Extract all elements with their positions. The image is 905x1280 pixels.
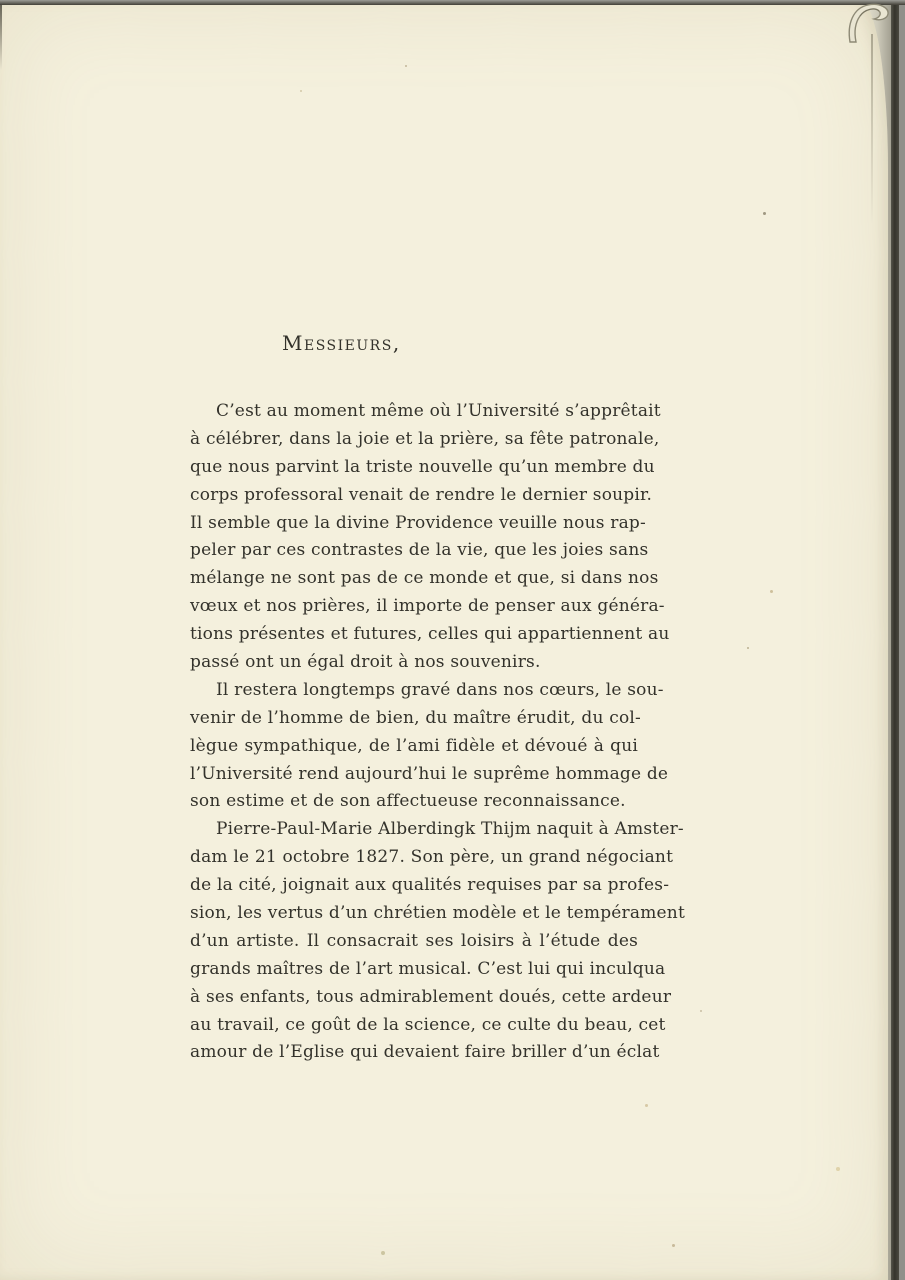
text-line: Il semble que la divine Providence veuille nous rap- — [190, 512, 646, 533]
text-line: Pierre-Paul-Marie Alberdingk Thijm naquit à Amster- — [216, 819, 684, 840]
book-cover-edge — [891, 0, 899, 1280]
text-line: C’est au moment même où l’Université s’apprêtait — [216, 401, 661, 421]
text-line: à ses enfants, tous admirablement doués, cette ardeur — [190, 986, 672, 1007]
paragraph — [190, 398, 670, 677]
page-text — [190, 330, 685, 1067]
scan-left-edge — [0, 0, 2, 70]
foxing-spot — [747, 647, 749, 649]
paragraph — [190, 816, 685, 1067]
text-line: amour de l’Eglise qui devaient faire briller d’un éclat — [190, 1042, 660, 1063]
text-line: venir de l’homme de bien, du maître érudit, du col- — [190, 707, 641, 728]
text-line: peler par ces contrastes de la vie, que les joies sans — [190, 540, 649, 561]
text-line: de la cité, joignait aux qualités requises par sa profes- — [190, 875, 670, 896]
foxing-spot — [381, 1251, 385, 1255]
text-line: tions présentes et futures, celles qui appartiennent au — [190, 624, 670, 645]
text-line: l’Université rend aujourd’hui le suprême hommage de — [190, 763, 669, 784]
foxing-spot — [700, 1010, 702, 1012]
text-line: Il restera longtemps gravé dans nos cœurs, le sou- — [216, 679, 664, 700]
foxing-spot — [770, 590, 773, 593]
scan-top-edge — [0, 0, 905, 5]
text-line: au travail, ce goût de la science, ce culte du beau, cet — [190, 1014, 666, 1035]
foxing-spot — [763, 212, 766, 215]
text-line: son estime et de son affectueuse reconnaissance. — [190, 791, 626, 812]
text-line: vœux et nos prières, il importe de penser aux généra- — [190, 596, 665, 617]
foxing-spot — [645, 1104, 648, 1107]
text-line: passé ont un égal droit à nos souvenirs. — [190, 652, 541, 673]
text-line: corps professoral venait de rendre le dernier soupir. — [190, 484, 653, 505]
text-line: d’un artiste. Il consacrait ses loisirs à l’étude des — [190, 930, 638, 951]
body-text — [190, 398, 685, 1067]
foxing-spot — [836, 1167, 840, 1171]
paragraph — [190, 677, 669, 816]
salutation-heading: Messieurs, — [282, 331, 401, 355]
text-line: mélange ne sont pas de ce monde et que, si dans nos — [190, 568, 659, 589]
text-line: dam le 21 octobre 1827. Son père, un grand négociant — [190, 847, 674, 868]
foxing-spot — [300, 90, 302, 92]
page-corner-curl-icon — [846, 2, 894, 46]
text-line: que nous parvint la triste nouvelle qu’un membre du — [190, 456, 655, 477]
text-line: grands maîtres de l’art musical. C’est lui qui inculqua — [190, 958, 666, 979]
foxing-spot — [405, 65, 407, 67]
foxing-spot — [672, 1244, 675, 1247]
page-edge-shadow — [871, 34, 873, 224]
text-line: lègue sympathique, de l’ami fidèle et dévoué à qui — [190, 735, 638, 756]
text-line: sion, les vertus d’un chrétien modèle et le tempérament — [190, 903, 685, 924]
text-line: à célébrer, dans la joie et la prière, sa fête patronale, — [190, 428, 660, 449]
